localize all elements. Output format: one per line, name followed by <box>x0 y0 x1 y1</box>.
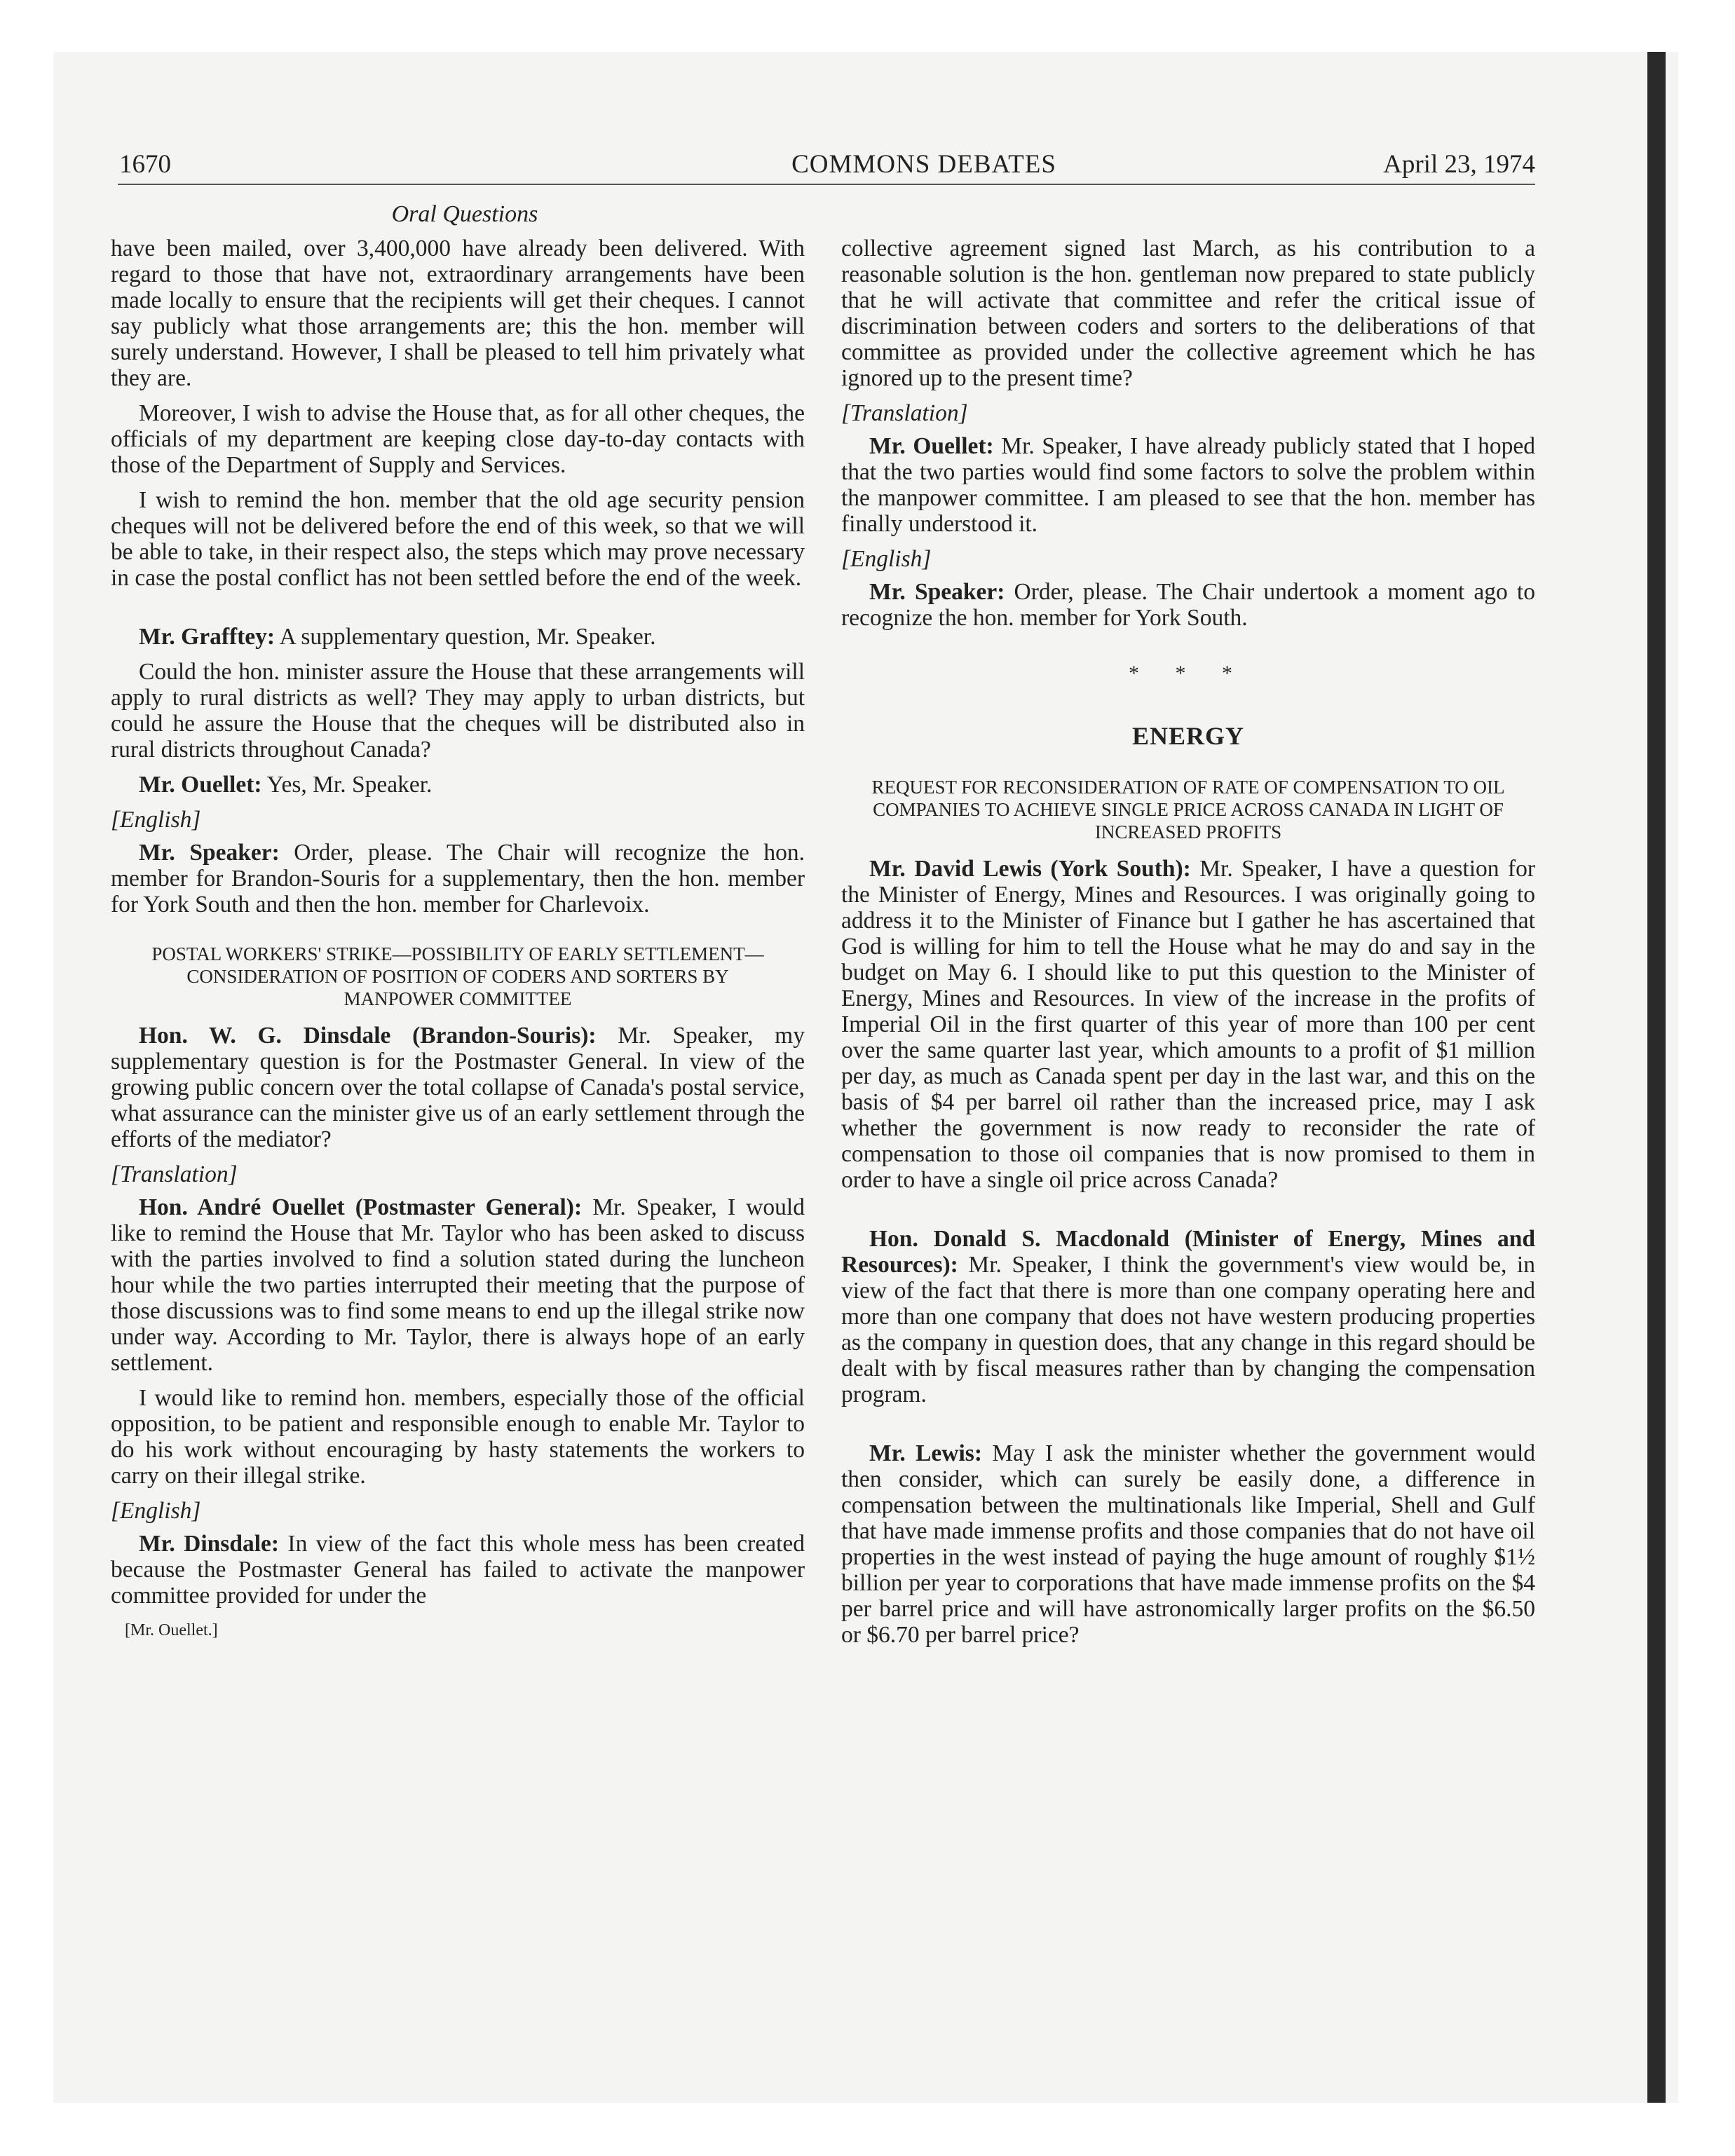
speech-paragraph <box>111 772 805 798</box>
speech-text: Mr. Speaker, my supplementary question is for the Postmaster General. In view of the growing public concern over the total collapse of Canada's postal service, what assurance can the minister give us of an early settlement through the efforts of the mediator? <box>111 1023 805 1152</box>
speaker-name: Mr. Dinsdale: <box>139 1531 280 1557</box>
speech-text: Order, please. The Chair undertook a moment ago to recognize the hon. member for York South. <box>841 579 1535 631</box>
left-column <box>111 236 805 1653</box>
paragraph: have been mailed, over 3,400,000 have already been delivered. With regard to those that have not, extraordinary arrangements have been made locally to ensure that the recipients will get their cheques. I cannot say publicly what those arrangements are; this the hon. member will surely understand. However, I shall be pleased to tell him privately what they are. <box>111 236 805 391</box>
speech-text: Order, please. The Chair will recognize the hon. member for Brandon-Souris for a supplementary, then the hon. member for York South and then the hon. member for Charlevoix. <box>111 840 805 917</box>
paragraph: Could the hon. minister assure the House that these arrangements will apply to rural districts as well? They may apply to urban districts, but could he assure the House that the cheques will be distributed also in rural districts throughout Canada? <box>111 659 805 763</box>
header-rule <box>118 184 1535 185</box>
speech-paragraph <box>111 840 805 917</box>
language-tag: [English] <box>841 546 932 572</box>
section-subheading: POSTAL WORKERS' STRIKE—POSSIBILITY OF EARLY SETTLEMENT—CONSIDERATION OF POSITION OF CODERS AND SORTERS BY MANPOWER COMMITTEE <box>151 943 764 1009</box>
speech-paragraph <box>841 579 1535 631</box>
speaker-name: Mr. Speaker: <box>139 840 280 866</box>
section-subheading: REQUEST FOR RECONSIDERATION OF RATE OF COMPENSATION TO OIL COMPANIES TO ACHIEVE SINGLE PRICE ACROSS CANADA IN LIGHT OF INCREASED PROFITS <box>871 777 1505 842</box>
speaker-name: Hon. André Ouellet (Postmaster General): <box>139 1194 583 1220</box>
paragraph: I would like to remind hon. members, especially those of the official opposition, to be patient and responsible enough to enable Mr. Taylor to do his work without encouraging by hasty statements the workers to carry on their illegal strike. <box>111 1385 805 1489</box>
speech-text: Yes, Mr. Speaker. <box>261 772 433 798</box>
speech-paragraph <box>841 856 1535 1193</box>
speech-text: Mr. Speaker, I would like to remind the House that Mr. Taylor who has been asked to discuss with the parties involved to find a solution stated during the luncheon hour while the two parties interrupted their meeting that the purpose of those discussions was to find some means to end up the illegal strike now under way. According to Mr. Taylor, there is always hope of an early settlement. <box>111 1194 805 1376</box>
paragraph: Moreover, I wish to advise the House that, as for all other cheques, the officials of my department are keeping close day-to-day contacts with those of the Department of Supply and Services. <box>111 400 805 478</box>
speech-text: Mr. Speaker, I have already publicly stated that I hoped that the two parties would find some factors to solve the problem within the manpower committee. I am pleased to see that the hon. member has finally understood it. <box>841 433 1535 537</box>
running-head: Oral Questions <box>391 201 538 227</box>
paragraph: I wish to remind the hon. member that the old age security pension cheques will not be delivered before the end of this week, so that we will be able to take, in their respect also, the steps which may prove necessary in case the postal conflict has not been settled before the end of the week. <box>111 487 805 591</box>
speech-paragraph <box>111 624 805 650</box>
speech-paragraph <box>111 1194 805 1376</box>
section-heading: ENERGY <box>1131 722 1245 750</box>
speech-text: A supplementary question, Mr. Speaker. <box>275 624 656 650</box>
speech-paragraph <box>841 1226 1535 1407</box>
right-column <box>841 236 1535 1657</box>
speech-text: Mr. Speaker, I think the government's view would be, in view of the fact that there is more than one company operating here and more than one company that does not have western producing properties as the company in question does, that any change in this regard should be dealt with by fiscal measures rather than by changing the compensation program. <box>841 1252 1535 1407</box>
section-separator: * * * <box>1129 662 1248 685</box>
footnote: [Mr. Ouellet.] <box>125 1621 218 1639</box>
speech-paragraph <box>111 1531 805 1609</box>
speech-text: In view of the fact this whole mess has been created because the Postmaster General has failed to activate the manpower committee provided for under the <box>111 1531 805 1609</box>
speaker-name: Mr. Lewis: <box>869 1440 982 1466</box>
language-tag: [Translation] <box>841 400 968 426</box>
speaker-name: Hon. Donald S. Macdonald (Minister of Energy, Mines and Resources): <box>841 1226 1535 1278</box>
speech-text: May I ask the minister whether the government would then consider, which can surely be easily done, a difference in compensation between the multinationals like Imperial, Shell and Gulf that have made immense profits and those companies that do not have oil properties in the west instead of paying the huge amount of roughly $1½ billion per year to corporations that have made immense profits on the $4 per barrel price and will have astronomically larger profits on the $6.50 or $6.70 per barrel price? <box>841 1440 1536 1648</box>
speaker-name: Mr. Speaker: <box>869 579 1005 605</box>
speech-paragraph <box>841 1440 1535 1648</box>
publication-title: COMMONS DEBATES <box>791 150 1056 179</box>
speech-paragraph <box>111 1023 805 1152</box>
speaker-name: Mr. David Lewis (York South): <box>869 856 1191 882</box>
paragraph: collective agreement signed last March, as his contribution to a reasonable solution is the hon. gentleman now prepared to state publicly that he will activate that committee and refer the critical issue of discrimination between coders and sorters to the deliberations of that committee as provided under the collective agreement which he has ignored up to the present time? <box>841 236 1535 391</box>
publication-date: April 23, 1974 <box>1383 150 1535 179</box>
language-tag: [English] <box>111 1498 201 1524</box>
speech-text: Mr. Speaker, I have a question for the Minister of Energy, Mines and Resources. I was originally going to address it to the Minister of Finance but I gather he has ascertained that God is willing for him to tell the House what he may do and say in the budget on May 6. I should like to put this question to the Minister of Energy, Mines and Resources. In view of the increase in the profits of Imperial Oil in the first quarter of this year of more than 100 per cent over the same quarter last year, which amounts to a profit of $1 million per day, as much as Canada spent per day in the last war, and this on the basis of $4 per barrel oil rather than the increased price, may I ask whether the government is now ready to reconsider the rate of compensation to those oil companies that is now promised to them in order to have a single oil price across Canada? <box>841 856 1535 1193</box>
scan-edge-bar <box>1647 52 1666 2103</box>
speaker-name: Hon. W. G. Dinsdale (Brandon-Souris): <box>139 1023 597 1049</box>
speaker-name: Mr. Ouellet: <box>869 433 994 459</box>
page-number: 1670 <box>119 150 171 179</box>
speaker-name: Mr. Ouellet: <box>139 772 262 798</box>
speech-paragraph <box>841 433 1535 537</box>
language-tag: [English] <box>111 807 201 833</box>
language-tag: [Translation] <box>111 1161 238 1187</box>
speaker-name: Mr. Grafftey: <box>139 624 275 650</box>
